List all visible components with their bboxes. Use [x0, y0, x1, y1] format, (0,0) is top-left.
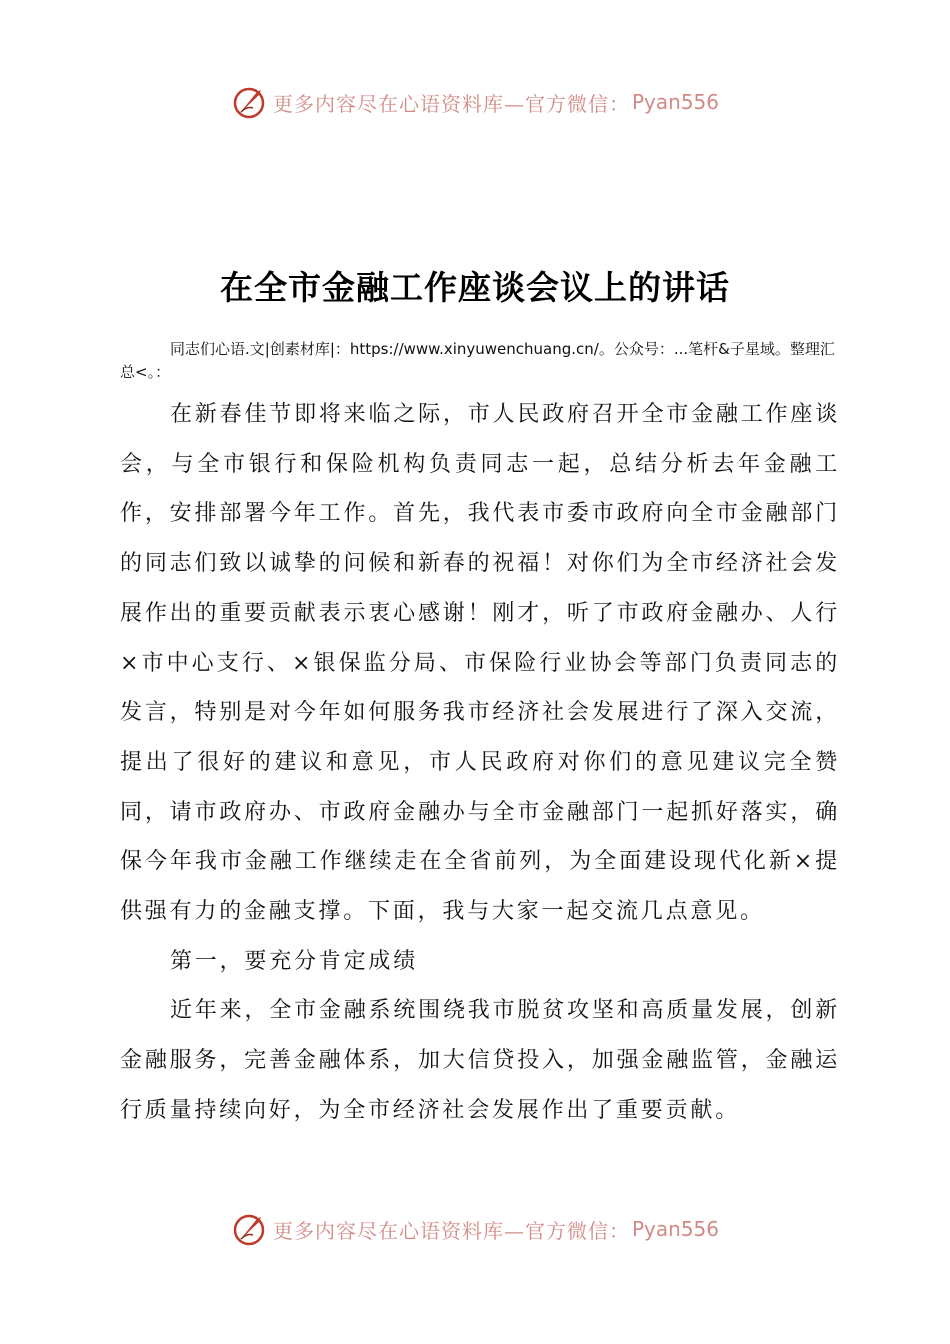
document-body: [120, 390, 840, 1136]
footer-wechat-id: Pyan556: [631, 1217, 719, 1241]
paragraph-achievements: 近年来，全市金融系统围绕我市脱贫攻坚和高质量发展，创新金融服务，完善金融体系，加大信贷投入，加强金融监管，金融运行质量持续向好，为全市经济社会发展作出了重要贡献。: [120, 998, 840, 1123]
footer-banner: [0, 1209, 950, 1249]
footer-banner-text: 更多内容尽在心语资料库—官方微信：: [272, 1218, 630, 1243]
header-wechat-id: Pyan556: [631, 90, 719, 114]
header-banner: [0, 82, 950, 122]
paragraph-intro: 在新春佳节即将来临之际，市人民政府召开全市金融工作座谈会，与全市银行和保险机构负责同志一起，总结分析去年金融工作，安排部署今年工作。首先，我代表市委市政府向全市金融部门的同志们致以诚挚的问候和新春的祝福！对你们为全市经济社会发展作出的重要贡献表示衷心感谢！刚才，听了市政府金融办、人行×市中心支行、×银保监分局、市保险行业协会等部门负责同志的发言，特别是对今年如何服务我市经济社会发展进行了深入交流，提出了很好的建议和意见，市人民政府对你们的意见建议完全赞同，请市政府办、市政府金融办与全市金融部门一起抓好落实，确保今年我市金融工作继续走在全省前列，为全面建设现代化新×提供强有力的金融支撑。下面，我与大家一起交流几点意见。: [120, 402, 840, 925]
source-note: 同志们心语.文|创素材库|：https://www.xinyuwenchuang.cn/。公众号：...笔杆&子星域。整理汇总<。：: [120, 340, 835, 381]
header-banner-text: 更多内容尽在心语资料库—官方微信：: [272, 91, 630, 116]
quill-logo-icon: [231, 1211, 267, 1247]
quill-logo-icon: [231, 84, 267, 120]
section-heading-first: 第一，要充分肯定成绩: [170, 948, 419, 974]
document-title: 在全市金融工作座谈会议上的讲话: [220, 268, 730, 307]
